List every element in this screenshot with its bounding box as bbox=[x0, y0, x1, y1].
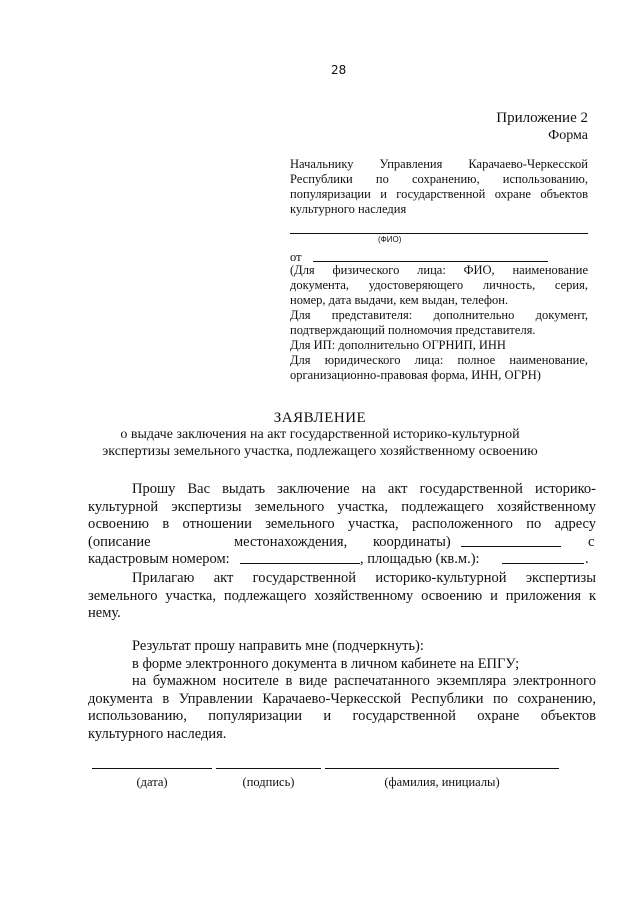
body-line: использованию, популяризации и государственной охране объектов bbox=[88, 708, 596, 725]
addressee-line: Начальнику Управления Карачаево-Черкесской bbox=[290, 157, 588, 171]
note-line: номер, дата выдачи, кем выдан, телефон. bbox=[290, 293, 509, 307]
body-line: Прошу Вас выдать заключение на акт государственной историко- bbox=[132, 481, 596, 497]
signature-line[interactable] bbox=[216, 768, 321, 769]
appendix-label: Приложение 2 bbox=[496, 110, 588, 126]
addressee-block bbox=[290, 157, 588, 217]
name-caption: (фамилия, инициалы) bbox=[384, 775, 500, 789]
location-word-description: (описание bbox=[88, 533, 151, 550]
note-line: организационно-правовая форма, ИНН, ОГРН) bbox=[290, 368, 541, 382]
location-word-with: с bbox=[588, 533, 595, 550]
note-line: Для ИП: дополнительно ОГРНИП, ИНН bbox=[290, 338, 506, 352]
date-caption: (дата) bbox=[136, 775, 168, 789]
applicant-notes bbox=[290, 263, 588, 383]
note-line: Для представителя: дополнительно документ, bbox=[290, 308, 588, 322]
result-option-epgu[interactable]: в форме электронного документа в личном кабинете на ЕПГУ; bbox=[132, 655, 520, 672]
note-line: документа, удостоверяющего личность, серия, bbox=[290, 278, 588, 292]
cadastre-blank[interactable] bbox=[240, 552, 360, 564]
fio-line bbox=[290, 233, 588, 234]
cadastre-label: кадастровым номером: bbox=[88, 551, 230, 568]
from-label: от bbox=[290, 250, 302, 264]
body-line: Прилагаю акт государственной историко-культурной экспертизы bbox=[132, 570, 596, 586]
result-intro: Результат прошу направить мне (подчеркнуть): bbox=[132, 638, 424, 654]
signature-caption: (подпись) bbox=[242, 775, 295, 789]
location-blank[interactable] bbox=[461, 535, 561, 547]
page-number: 28 bbox=[331, 63, 347, 77]
location-word-coords: координаты) bbox=[373, 533, 451, 550]
form-label: Форма bbox=[548, 128, 588, 143]
date-line[interactable] bbox=[92, 768, 212, 769]
area-label: , площадью (кв.м.): bbox=[360, 551, 480, 568]
fio-caption: (ФИО) bbox=[378, 235, 402, 244]
request-paragraph bbox=[88, 481, 596, 569]
note-line: (Для физического лица: ФИО, наименование bbox=[290, 263, 588, 277]
addressee-line: популяризации и государственной охране объектов bbox=[290, 187, 588, 201]
attachment-paragraph bbox=[88, 570, 596, 623]
body-line: освоению в отношении земельного участка, расположенного по адресу bbox=[88, 516, 596, 533]
body-line-cadastre bbox=[88, 551, 596, 569]
addressee-line: Республики по сохранению, использованию, bbox=[290, 172, 588, 186]
statement-heading: ЗАЯВЛЕНИЕ bbox=[273, 410, 367, 426]
body-line: культурного наследия. bbox=[88, 725, 227, 742]
result-option-paper[interactable]: на бумажном носителе в виде распечатанного экземпляра электронного bbox=[132, 673, 596, 690]
statement-subtitle-line: о выдаче заключения на акт государственной историко-культурной bbox=[120, 427, 520, 442]
from-line bbox=[313, 261, 548, 262]
result-section bbox=[88, 638, 596, 744]
location-word-place: местонахождения, bbox=[234, 533, 348, 550]
note-line: подтверждающий полномочия представителя. bbox=[290, 323, 536, 337]
note-line: Для юридического лица: полное наименование, bbox=[290, 353, 588, 367]
body-line-location bbox=[88, 534, 596, 552]
statement-subtitle-line: экспертизы земельного участка, подлежащего хозяйственному освоению bbox=[102, 444, 538, 459]
body-line: культурной экспертизы земельного участка, подлежащего хозяйственному bbox=[88, 498, 596, 515]
body-line: земельного участка, подлежащего хозяйственному освоению и приложения к bbox=[88, 587, 596, 604]
name-line[interactable] bbox=[325, 768, 559, 769]
area-blank[interactable] bbox=[502, 552, 584, 564]
body-line: нему. bbox=[88, 605, 121, 622]
body-line: документа в Управлении Карачаево-Черкесской Республики по сохранению, bbox=[88, 690, 596, 707]
addressee-line: культурного наследия bbox=[290, 202, 407, 216]
area-period: . bbox=[585, 551, 589, 568]
